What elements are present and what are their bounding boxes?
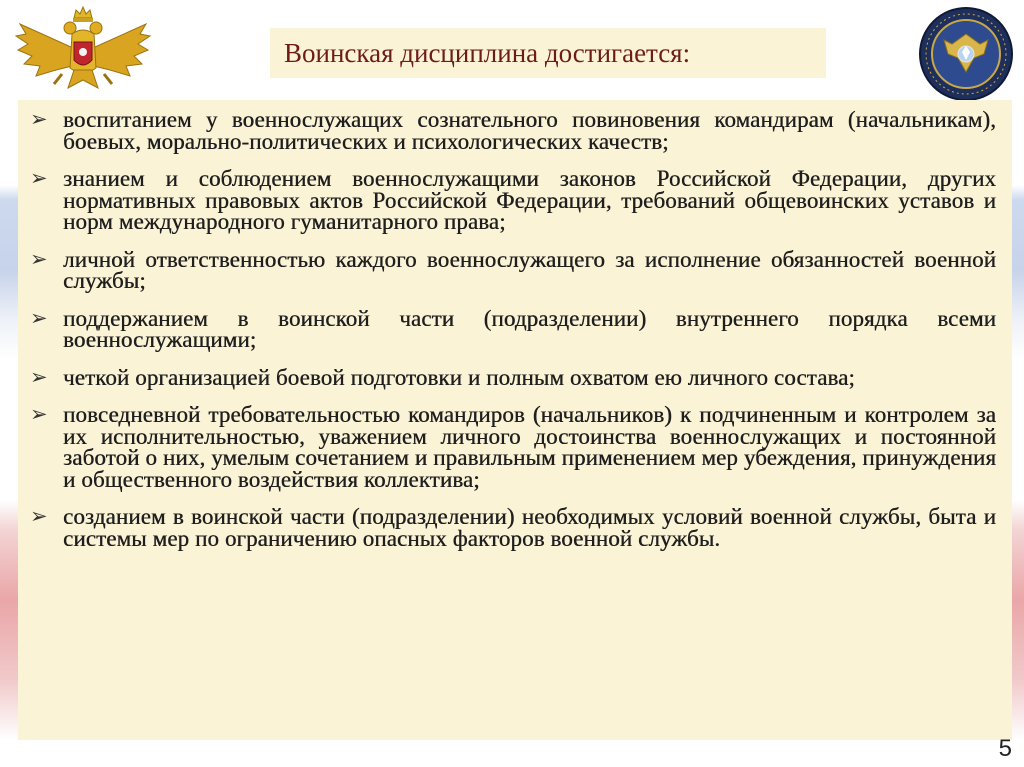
list-item-text: повседневной требовательностью командиров (начальников) к подчиненным и контролем за их исполнительностью, уважением личного достоинства военнослужащих и постоянной заботой о них, умелым сочетанием и правильным применением мер убеждения, принуждения и общественного воздействия коллектива; <box>63 402 996 492</box>
eagle-emblem-icon <box>10 4 156 104</box>
bullet-arrow-icon: ➢ <box>30 305 48 330</box>
list-item-text: личной ответственностью каждого военнослужащего за исполнение обязанностей военной службы; <box>63 246 996 293</box>
list-item-text: четкой организацией боевой подготовки и полным охватом ею личного состава; <box>63 364 855 390</box>
list-item <box>30 404 996 490</box>
list-item <box>30 305 996 352</box>
bullet-arrow-icon: ➢ <box>30 402 48 426</box>
list-item <box>30 168 996 233</box>
list-item-text: знанием и соблюдением военнослужащими законов Российской Федерации, других нормативных правовых актов Российской Федерации, требований общевоинских уставов и норм международного гуманитарного права; <box>63 166 996 234</box>
page-number: 5 <box>998 735 1012 762</box>
list-item-text: воспитанием у военнослужащих сознательного повиновения командирам (начальникам), боевых, морально-политических и психологических качеств; <box>63 107 996 154</box>
list-item <box>30 364 996 390</box>
bullet-arrow-icon: ➢ <box>30 246 48 271</box>
academy-emblem-icon <box>918 6 1014 102</box>
bullet-arrow-icon: ➢ <box>30 107 48 131</box>
bullet-arrow-icon: ➢ <box>30 504 48 528</box>
list-item-text: поддержанием в воинской части (подразделении) внутреннего порядка всеми военнослужащими; <box>63 305 996 352</box>
page-title: Воинская дисциплина достигается: <box>284 37 691 68</box>
title-panel <box>270 28 826 78</box>
bullet-arrow-icon: ➢ <box>30 166 48 190</box>
bullet-arrow-icon: ➢ <box>30 364 48 389</box>
list-item <box>30 506 996 549</box>
content-panel <box>18 100 1012 740</box>
list-item-text: созданием в воинской части (подразделении) необходимых условий военной службы, быта и системы мер по ограничению опасных факторов военной службы. <box>63 504 996 551</box>
list-item <box>30 109 996 152</box>
list-item <box>30 246 996 293</box>
